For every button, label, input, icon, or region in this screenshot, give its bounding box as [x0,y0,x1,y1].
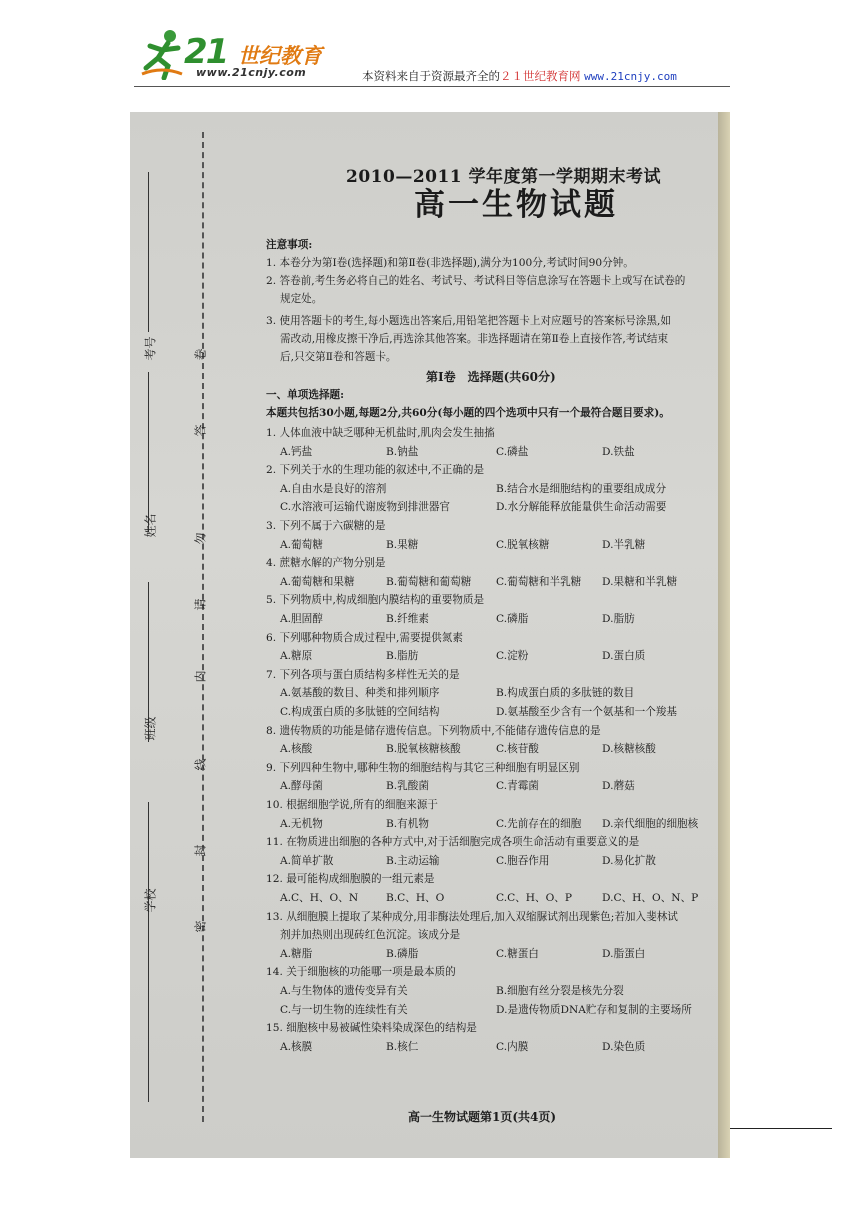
answer-option: B.乳酸菌 [386,780,429,793]
answer-option: D.是遗传物质DNA贮存和复制的主要场所 [496,1003,692,1016]
answer-option: B.构成蛋白质的多肽链的数目 [496,687,635,700]
answer-option: A.简单扩散 [280,854,334,867]
answer-option: A.自由水是良好的溶剂 [280,482,387,495]
answer-option: B.结合水是细胞结构的重要组成成分 [496,482,667,495]
answer-option: C.内膜 [496,1040,529,1053]
notice-line: 2. 答卷前,考生务必将自己的姓名、考试号、考试科目等信息涂写在答题卡上或写在试卷的 [266,275,686,287]
question-stem: 剂并加热则出现砖红色沉淀。该成分是 [280,929,461,942]
question-stem: 9. 下列四种生物中,哪种生物的细胞结构与其它三种细胞有明显区别 [266,761,580,774]
notice-heading: 注意事项: [266,239,313,251]
answer-option: B.纤维素 [386,613,429,625]
answer-option: A.葡萄糖和果糖 [280,575,355,588]
question-stem: 15. 细胞核中易被碱性染料染成深色的结构是 [266,1022,477,1035]
fill-line-xuexiao [148,802,149,1102]
answer-option: A.糖脂 [280,947,313,960]
answer-option: A.无机物 [280,817,323,830]
question-stem: 4. 蔗糖水解的产物分别是 [266,557,386,570]
answer-option: D.C、H、O、N、P [602,892,699,904]
answer-option: A.酵母菌 [280,780,323,793]
notice-line: 后,只交第Ⅱ卷和答题卡。 [280,351,397,363]
seal-word: 答 [193,424,208,437]
header-divider [134,86,730,87]
label-banji: 班级 [143,716,158,741]
question-stem: 3. 下列不属于六碳糖的是 [266,520,386,532]
answer-option: D.水分解能释放能量供生命活动需要 [496,501,667,514]
answer-option: D.脂蛋白 [602,947,646,960]
answer-option: D.蘑菇 [602,780,635,793]
source-site-link[interactable]: ２１世纪教育网 [500,69,581,83]
answer-option: C.淀粉 [496,650,529,663]
question-stem: 8. 遗传物质的功能是储存遗传信息。下列物质中,不能储存遗传信息的是 [266,724,601,737]
section-description: 本题共包括30小题,每题2分,共60分(每小题的四个选项中只有一个最符合题目要求)。 [266,407,670,419]
answer-option: C.C、H、O、P [496,892,573,904]
fill-line-kaohao [148,172,149,332]
seal-word: 密 [193,920,208,933]
answer-option: D.氨基酸至少含有一个氨基和一个羧基 [496,706,677,718]
fill-line-xingming [148,372,149,532]
answer-option: B.钠盐 [386,445,419,458]
answer-option: C.核苷酸 [496,743,539,756]
notice-line: 需改动,用橡皮擦干净后,再选涂其他答案。非选择题请在第Ⅱ卷上直接作答,考试结束 [280,333,669,345]
answer-option: C.与一切生物的连续性有关 [280,1003,408,1016]
section-title: 一、单项选择题: [266,389,345,401]
notice-line: 1. 本卷分为第Ⅰ卷(选择题)和第Ⅱ卷(非选择题),满分为100分,考试时间90分钟。 [266,257,634,269]
answer-option: B.有机物 [386,817,429,830]
answer-option: C.青霉菌 [496,780,539,793]
seal-word: 卷 [193,348,208,361]
seal-word: 内 [193,670,208,683]
answer-option: A.核膜 [280,1040,313,1053]
answer-option: C.构成蛋白质的多肽链的空间结构 [280,706,440,718]
answer-option: A.钙盐 [280,445,313,458]
answer-option: B.葡萄糖和葡萄糖 [386,575,472,588]
answer-option: B.果糖 [386,538,419,551]
answer-option: B.C、H、O [386,892,445,904]
photo-edge [718,112,730,1158]
seal-line [202,132,204,1122]
logo-number: 21 [184,32,228,72]
label-xingming: 姓名 [143,513,158,538]
answer-option: C.糖蛋白 [496,947,539,960]
answer-option: D.亲代细胞的细胞核 [602,817,699,830]
answer-option: C.磷脂 [496,613,529,625]
answer-option: B.主动运输 [386,854,440,867]
answer-option: C.脱氧核糖 [496,538,550,551]
page-footer: 高一生物试题第1页(共4页) [408,1110,557,1124]
seal-word: 请 [193,598,208,611]
runner-logo-icon [138,28,186,80]
answer-option: B.细胞有丝分裂是核先分裂 [496,985,624,997]
answer-option: A.C、H、O、N [280,892,359,904]
source-url-link[interactable]: www.21cnjy.com [584,70,677,83]
question-stem: 1. 人体血液中缺乏哪种无机盐时,肌肉会发生抽搐 [266,427,495,439]
answer-option: D.核糖核酸 [602,743,656,756]
page-header [0,0,860,90]
answer-option: D.半乳糖 [602,538,646,551]
answer-option: D.铁盐 [602,445,635,458]
answer-option: A.葡萄糖 [280,538,323,551]
answer-option: B.核仁 [386,1040,419,1053]
seal-word: 封 [193,844,208,857]
notice-line: 3. 使用答题卡的考生,每小题选出答案后,用铅笔把答题卡上对应题号的答案标号涂黑,如 [266,315,671,327]
binding-margin [130,112,240,1158]
part-title: 第Ⅰ卷 选择题(共60分) [426,370,556,384]
answer-option: C.胞吞作用 [496,854,550,867]
question-stem: 7. 下列各项与蛋白质结构多样性无关的是 [266,668,460,681]
answer-option: C.磷盐 [496,445,529,458]
question-stem: 12. 最可能构成细胞膜的一组元素是 [266,873,435,886]
site-logo[interactable] [138,28,338,80]
question-stem: 2. 下列关于水的生理功能的叙述中,不正确的是 [266,464,485,477]
answer-option: A.氨基酸的数目、种类和排列顺序 [280,687,440,700]
answer-option: D.脂肪 [602,613,635,625]
answer-option: B.脱氧核糖核酸 [386,743,461,756]
notice-line: 规定处。 [280,293,323,305]
question-stem: 10. 根据细胞学说,所有的细胞来源于 [266,799,438,811]
answer-option: A.核酸 [280,743,313,756]
question-stem: 13. 从细胞膜上提取了某种成分,用非酶法处理后,加入双缩脲试剂出现紫色;若加入斐林试 [266,910,678,923]
answer-option: B.脂肪 [386,650,419,663]
answer-option: A.糖原 [280,650,313,663]
page-corner-rule [730,1128,832,1129]
label-kaohao: 考号 [143,336,158,361]
answer-option: D.易化扩散 [602,854,656,867]
answer-option: C.葡萄糖和半乳糖 [496,575,582,588]
source-note-prefix: 本资料来自于资源最齐全的 [362,69,500,83]
answer-option: D.果糖和半乳糖 [602,575,678,588]
answer-option: D.蛋白质 [602,650,646,663]
logo-text: 世纪教育 [238,44,322,68]
seal-word: 线 [193,758,208,771]
answer-option: C.先前存在的细胞 [496,817,582,830]
answer-option: A.与生物体的遗传变异有关 [280,985,408,997]
question-stem: 11. 在物质进出细胞的各种方式中,对于活细胞完成各项生命活动有重要意义的是 [266,836,640,849]
exam-title: 2010—2011 学年度第一学期期末考试 [346,167,662,187]
exam-subject: 高一生物试题 [414,187,618,223]
logo-url: www.21cnjy.com [196,66,307,79]
source-note [362,68,677,84]
question-stem: 6. 下列哪种物质合成过程中,需要提供氮素 [266,631,463,644]
exam-page-photo [130,112,730,1158]
label-xuexiao: 学校 [143,888,158,913]
answer-option: A.胆固醇 [280,613,323,625]
answer-option: C.水溶液可运输代谢废物到排泄器官 [280,501,451,514]
answer-option: B.磷脂 [386,947,419,960]
answer-option: D.染色质 [602,1040,646,1053]
seal-word: 勿 [193,532,208,545]
question-stem: 5. 下列物质中,构成细胞内膜结构的重要物质是 [266,594,485,607]
question-stem: 14. 关于细胞核的功能哪一项是最本质的 [266,966,456,979]
